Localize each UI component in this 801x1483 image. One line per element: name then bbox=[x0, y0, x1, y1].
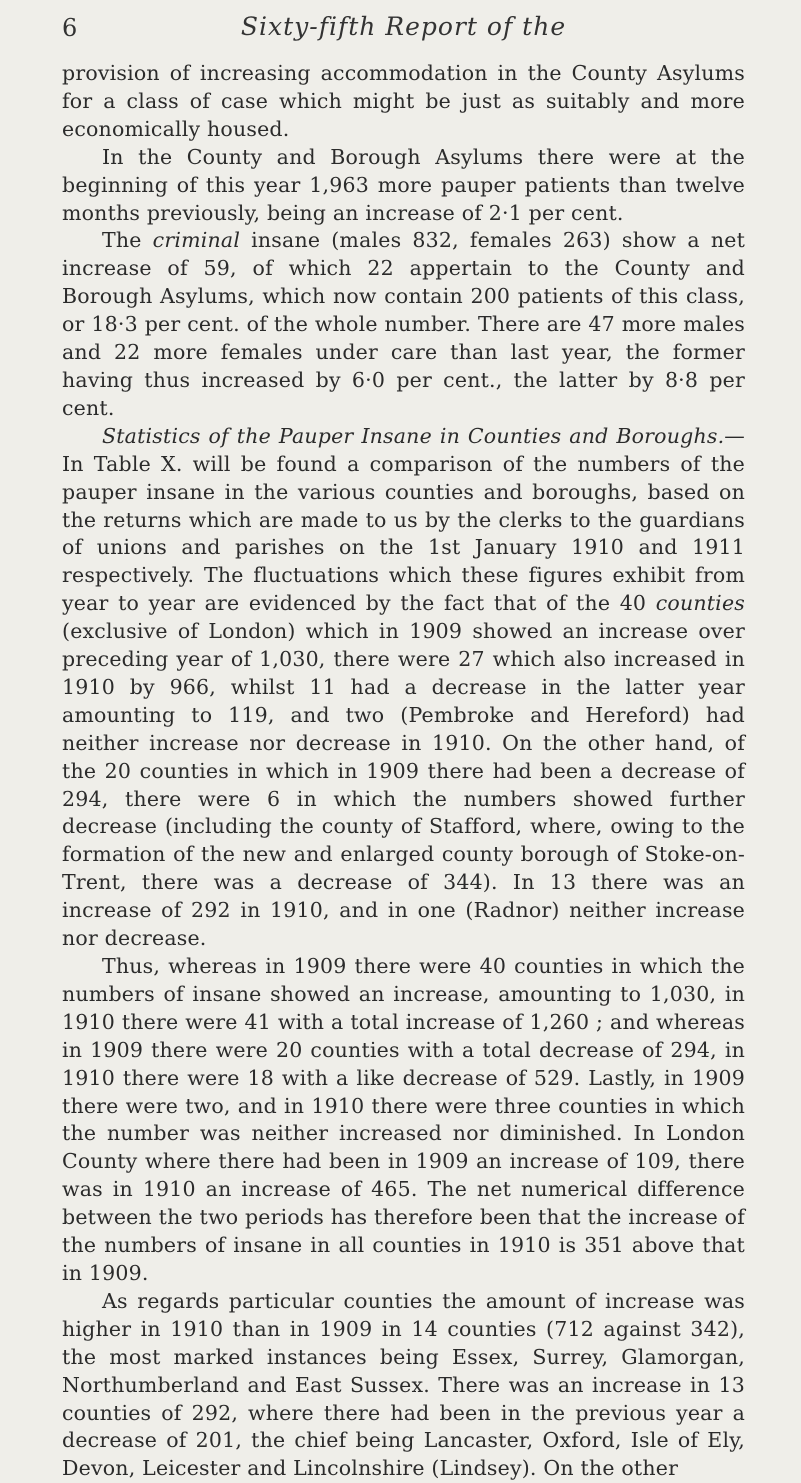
paragraph-1 bbox=[62, 60, 745, 144]
body-text bbox=[62, 60, 745, 1483]
section-heading: Statistics of the Pauper Insane in Counties and Boroughs. bbox=[102, 423, 725, 448]
running-title: Sixty-fifth Report of the bbox=[240, 12, 567, 41]
paragraph-4 bbox=[62, 423, 745, 953]
paragraph-text: — In Table X. will be found a comparison of the numbers of the pauper insane in the various counties and boroughs, based on the returns which are made to us by the clerks to the guardians of unions and parishes on the 1st January 1910 and 1911 respectively. The fluctuations which these figures exhibit from year to year are evidenced by the fact that of the 40 bbox=[62, 423, 745, 616]
paragraph-text: provision of increasing accommodation in the County Asylums for a class of case which might be just as suitably and more economically housed. bbox=[62, 61, 745, 141]
paragraph-italic: criminal bbox=[152, 228, 241, 253]
page-number: 6 bbox=[62, 14, 78, 42]
paragraph-6 bbox=[62, 1288, 745, 1483]
paragraph-5 bbox=[62, 953, 745, 1288]
paragraph-text: As regards particular counties the amount of increase was higher in 1910 than in 1909 in 14 counties (712 against 342), the most marked instances being Essex, Surrey, Glamorgan, Northumberland and East Sussex. There was an increase in 13 counties of 292, where there had been in the previous year a decrease of 201, the chief being Lancaster, Oxford, Isle of Ely, Devon, Leicester and Lincolnshire (Lindsey). On the other bbox=[62, 1288, 745, 1481]
paragraph-text: In the County and Borough Asylums there were at the beginning of this year 1,963 more pauper patients than twelve months previously, being an increase of 2·1 per cent. bbox=[62, 144, 745, 225]
paragraph-lead: The bbox=[102, 228, 153, 253]
paragraph-text: Thus, whereas in 1909 there were 40 counties in which the numbers of insane showed an increase, amounting to 1,030, in 1910 there were 41 with a total increase of 1,260 ; and whereas in 1909 there were 20 counties with a total decrease of 294, in 1910 there were 18 with a like decrease of 529. Lastly, in 1909 there were two, and in 1910 there were three counties in which the number was neither increased nor diminished. In London County where there had been in 1909 an increase of 109, there was in 1910 an increase of 465. The net numerical difference between the two periods has therefore been that the increase of the numbers of insane in all counties in 1910 is 351 above that in 1909. bbox=[62, 954, 745, 1285]
paragraph-2 bbox=[62, 144, 745, 228]
paragraph-3 bbox=[62, 227, 745, 422]
page-header bbox=[62, 0, 745, 60]
paragraph-text: insane (males 832, females 263) show a net increase of 59, of which 22 appertain to the County and Borough Asylums, which now contain 200 patients of this class, or 18·3 per cent. of the whole number. There are 47 more males and 22 more females under care than last year, the former having thus increased by 6·0 per cent., the latter by 8·8 per cent. bbox=[62, 228, 746, 420]
paragraph-tail: (exclusive of London) which in 1909 showed an increase over preceding year of 1,030, there were 27 which also increased in 1910 by 966, whilst 11 had a decrease in the latter year amounting to 119, and two (Pembroke and Hereford) had neither increase nor decrease in 1910. On the other hand, of the 20 counties in which in 1909 there had been a decrease of 294, there were 6 in which the numbers showed further decrease (including the county of Stafford, where, owing to the formation of the new and enlarged county borough of Stoke-on-Trent, there was a decrease of 344). In 13 there was an increase of 292 in 1910, and in one (Radnor) neither increase nor decrease. bbox=[62, 619, 745, 951]
paragraph-italic: counties bbox=[655, 591, 745, 616]
